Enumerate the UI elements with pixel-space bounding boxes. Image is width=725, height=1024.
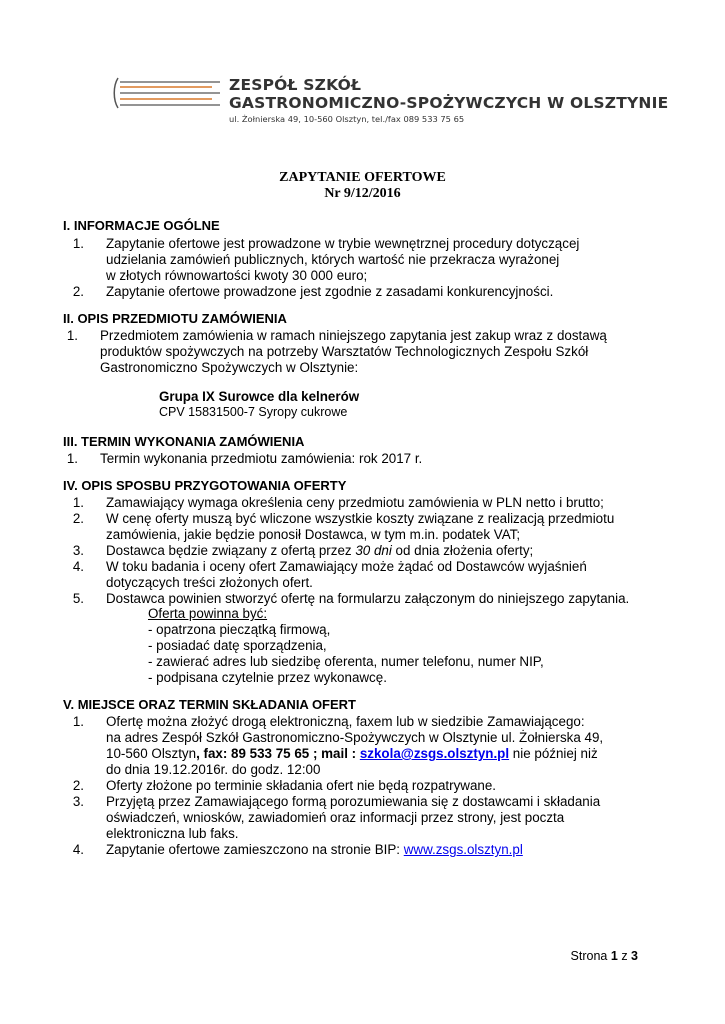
paragraph-line: elektroniczna lub faks. bbox=[106, 826, 239, 841]
paragraph-line bbox=[106, 842, 523, 857]
paragraph-line: Zamawiający wymaga określenia ceny przedmiotu zamówienia w PLN netto i brutto; bbox=[106, 495, 604, 510]
school-name-line2: GASTRONOMICZNO-SPOŻYWCZYCH W OLSZTYNIE bbox=[229, 94, 669, 112]
list-number: 2. bbox=[72, 511, 84, 526]
paragraph-line: w złotych równowartości kwoty 30 000 euro; bbox=[106, 268, 368, 283]
list-item: - opatrzona pieczątką firmową, bbox=[148, 622, 331, 637]
current-page: 1 bbox=[610, 949, 618, 963]
bip-link[interactable]: www.zsgs.olsztyn.pl bbox=[403, 842, 523, 857]
page-number bbox=[571, 949, 638, 963]
fork-lines-logo-icon bbox=[112, 76, 224, 110]
list-number: 5. bbox=[72, 591, 84, 606]
paragraph-line: Termin wykonania przedmiotu zamówienia: rok 2017 r. bbox=[100, 451, 423, 466]
list-number: 1. bbox=[72, 495, 84, 510]
paragraph-line: Oferty złożone po terminie składania ofert nie będą rozpatrywane. bbox=[106, 778, 497, 793]
list-number: 3. bbox=[72, 543, 84, 558]
document-number: Nr 9/12/2016 bbox=[324, 186, 401, 201]
list-number: 1. bbox=[72, 714, 84, 729]
paragraph-line: W cenę oferty muszą być wliczone wszystkie koszty związane z realizacją przedmiotu bbox=[106, 511, 615, 526]
list-number: 1. bbox=[72, 236, 84, 251]
total-pages: 3 bbox=[631, 949, 638, 963]
page-of: z bbox=[621, 949, 628, 963]
list-number: 1. bbox=[66, 451, 78, 466]
fax-mail-label: , fax: 89 533 75 65 ; mail : bbox=[196, 746, 360, 761]
italic-days: 30 dni bbox=[355, 543, 392, 558]
paragraph-line: zamówienia, jakie będzie ponosił Dostawca, w tym m.in. podatek VAT; bbox=[106, 527, 521, 542]
product-group: Grupa IX Surowce dla kelnerów bbox=[159, 389, 360, 404]
section-1-heading: I. INFORMACJE OGÓLNE bbox=[63, 218, 220, 233]
text-run: nie później niż bbox=[509, 746, 598, 761]
list-item: - zawierać adres lub siedzibę oferenta, numer telefonu, numer NIP, bbox=[148, 654, 544, 669]
paragraph-line: do dnia 19.12.2016r. do godz. 12:00 bbox=[106, 762, 321, 777]
cpv-code: CPV 15831500-7 Syropy cukrowe bbox=[159, 405, 348, 419]
text-run: Dostawca będzie związany z ofertą przez bbox=[106, 543, 356, 558]
paragraph-line: Zapytanie ofertowe jest prowadzone w trybie wewnętrznej procedury dotyczącej bbox=[106, 236, 580, 251]
school-address: ul. Żołnierska 49, 10-560 Olsztyn, tel./fax 089 533 75 65 bbox=[229, 114, 465, 124]
school-name-line1: ZESPÓŁ SZKÓŁ bbox=[229, 76, 362, 94]
list-number: 2. bbox=[72, 778, 84, 793]
paragraph-line: dotyczących treści złożonych ofert. bbox=[106, 575, 313, 590]
text-run: Zapytanie ofertowe zamieszczono na stronie BIP: bbox=[106, 842, 404, 857]
paragraph-line: Gastronomiczno Spożywczych w Olsztynie: bbox=[100, 360, 359, 375]
list-number: 3. bbox=[72, 794, 84, 809]
list-number: 4. bbox=[72, 842, 84, 857]
list-item: - podpisana czytelnie przez wykonawcę. bbox=[148, 670, 387, 685]
paragraph-line: Dostawca powinien stworzyć ofertę na formularzu załączonym do niniejszego zapytania. bbox=[106, 591, 630, 606]
list-number: 2. bbox=[72, 284, 84, 299]
paragraph-line: Zapytanie ofertowe prowadzone jest zgodnie z zasadami konkurencyjności. bbox=[106, 284, 554, 299]
section-5-heading: V. MIEJSCE ORAZ TERMIN SKŁADANIA OFERT bbox=[63, 697, 357, 712]
text-run: 10-560 Olsztyn bbox=[106, 746, 197, 761]
paragraph-line bbox=[106, 746, 598, 761]
paragraph-line: produktów spożywczych na potrzeby Warsztatów Technologicznych Zespołu Szkół bbox=[100, 344, 589, 359]
list-number: 4. bbox=[72, 559, 84, 574]
document-title: ZAPYTANIE OFERTOWE bbox=[279, 170, 446, 185]
paragraph-line: Ofertę można złożyć drogą elektroniczną, faxem lub w siedzibie Zamawiającego: bbox=[106, 714, 585, 729]
paragraph-line: W toku badania i oceny ofert Zamawiający może żądać od Dostawców wyjaśnień bbox=[106, 559, 587, 574]
email-link[interactable]: szkola@zsgs.olsztyn.pl bbox=[359, 746, 510, 761]
offer-requirements-label: Oferta powinna być: bbox=[148, 606, 268, 621]
paragraph-line: oświadczeń, wniosków, zawiadomień oraz informacji przez strony, jest poczta bbox=[106, 810, 565, 825]
section-4-heading: IV. OPIS SPOSBU PRZYGOTOWANIA OFERTY bbox=[63, 478, 347, 493]
page-word: Strona bbox=[570, 949, 608, 963]
paragraph-line: Przyjętą przez Zamawiającego formą porozumiewania się z dostawcami i składania bbox=[106, 794, 601, 809]
section-2-heading: II. OPIS PRZEDMIOTU ZAMÓWIENIA bbox=[63, 311, 287, 326]
list-number: 1. bbox=[66, 328, 78, 343]
paragraph-line bbox=[106, 543, 533, 558]
paragraph-line: na adres Zespół Szkół Gastronomiczno-Spożywczych w Olsztynie ul. Żołnierska 49, bbox=[106, 730, 604, 745]
section-3-heading: III. TERMIN WYKONANIA ZAMÓWIENIA bbox=[63, 434, 305, 449]
text-run: od dnia złożenia oferty; bbox=[391, 543, 534, 558]
paragraph-line: udzielania zamówień publicznych, których wartość nie przekracza wyrażonej bbox=[106, 252, 560, 267]
list-item: - posiadać datę sporządzenia, bbox=[148, 638, 327, 653]
paragraph-line: Przedmiotem zamówienia w ramach niniejszego zapytania jest zakup wraz z dostawą bbox=[100, 328, 607, 343]
